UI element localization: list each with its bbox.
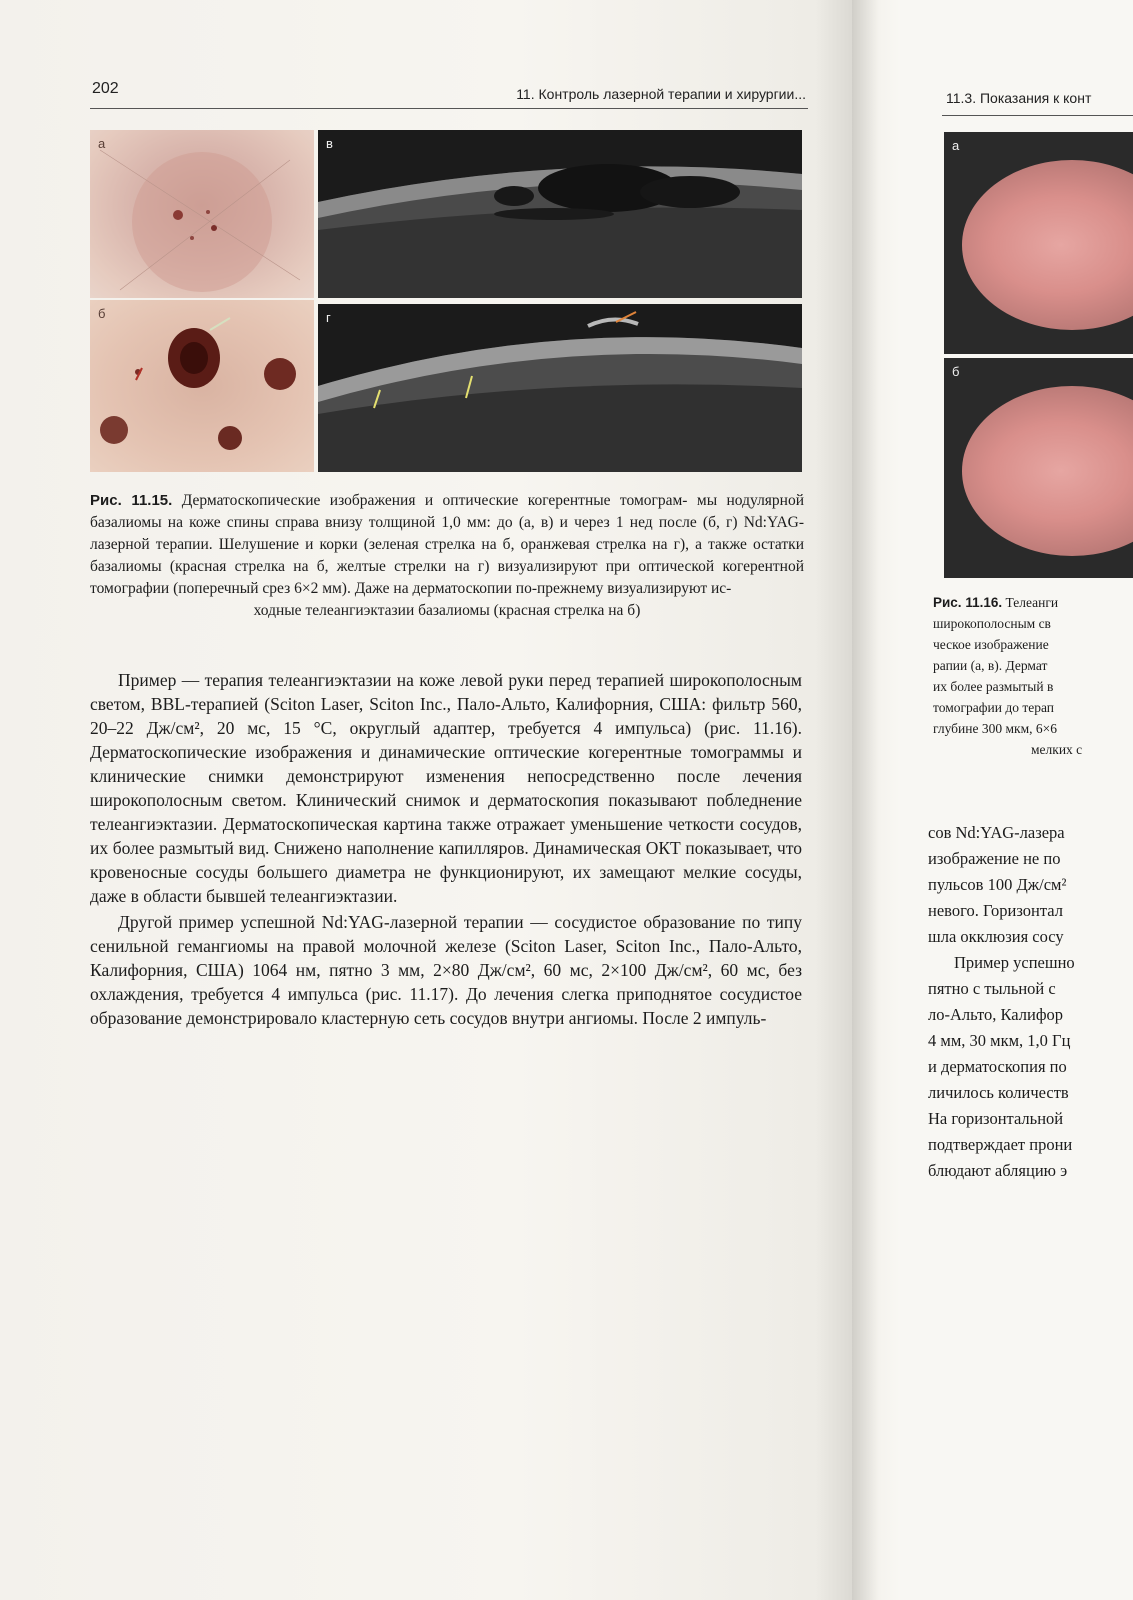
- caption-line-7: ходные телеангиэктазии базалиомы (красная стрелка на б): [253, 602, 641, 619]
- page-number: 202: [92, 80, 119, 97]
- right-panel-label-a: а: [952, 138, 960, 153]
- figure-panel-g-oct: [318, 304, 802, 472]
- panel-label-g: г: [326, 310, 331, 325]
- oct-image-after: [318, 304, 802, 472]
- caption-line-5: на б, желтые стрелки на г) визуализируют при оптической когерентной томографии: [90, 558, 805, 597]
- figure-caption: [90, 490, 804, 622]
- right-caption-line-5: их более размытый в: [933, 679, 1054, 694]
- right-text-line-14: блюдают абляцию э: [928, 1161, 1068, 1180]
- right-text-line-1: сов Nd:YAG-лазера: [928, 823, 1065, 842]
- clinical-photo-before: [962, 160, 1133, 330]
- right-caption-line-7: глубине 300 мкм, 6×6: [933, 721, 1057, 736]
- right-caption-line-3: ческое изображение: [933, 637, 1049, 652]
- figure-caption-label: Рис. 11.15.: [90, 492, 173, 509]
- right-text-line-5: шла окклюзия сосу: [928, 927, 1064, 946]
- paragraph-1: Пример — терапия телеангиэктазии на коже левой руки перед терапией широкополосным светом, BBL-терапией (Sciton Laser, Sciton Inc., Пало-Альто, Калифорния, США: фильтр 560, 20–22 Дж/см², 20 мс, 15 °С, округлый адаптер, требуется 4 импульса) (рис. 11.16). Дерматоскопические изображения и динамические оптические когерентные томограммы и клинические снимки демонстрируют изменения непосредственно после лечения широкополосным светом. Клинический снимок и дерматоскопия показывают побледнение телеангиэктазии. Дерматоскопическая картина также отражает уменьшение четкости сосудов, их более размытый вид. Снижено наполнение капилляров. Динамическая ОКТ показывает, что кровеносные сосуды большего диаметра не функционируют, их замещают мелкие сосуды, даже в области бывшей телеангиэктазии.: [90, 670, 802, 906]
- paragraph-2: Другой пример успешной Nd:YAG-лазерной терапии — сосудистое образование по типу сенильной гемангиомы на правой молочной железе (Sciton Laser, Sciton Inc., Пало-Альто, Калифорния, США) 1064 нм, пятно 3 мм, 2×80 Дж/см², 60 мс, 2×100 Дж/см², 60 мс, без охлаждения, требуется 4 импульса (рис. 11.17). До лечения слегка приподнятое сосудистое образование демонстрировало кластерную сеть сосудов внутри ангиомы. После 2 импуль-: [90, 912, 802, 1028]
- right-caption-line-2: широкополосным св: [933, 616, 1051, 631]
- dermatoscopy-image-before: [90, 130, 314, 298]
- right-text-line-4: невого. Горизонтал: [928, 901, 1063, 920]
- panel-label-v: в: [326, 136, 333, 151]
- clinical-photo-after: [962, 386, 1133, 556]
- right-running-head: 11.3. Показания к конт: [946, 90, 1092, 106]
- right-text-line-8: ло-Альто, Калифор: [928, 1005, 1064, 1024]
- right-caption-line-8: мелких с: [1031, 742, 1083, 757]
- right-figure-caption: [933, 592, 1133, 760]
- figure-panel-b-dermatoscopy: [90, 300, 314, 472]
- caption-line-1: Дерматоскопические изображения и оптические когерентные томограм-: [181, 492, 688, 509]
- right-text-line-3: пульсов 100 Дж/см²: [928, 875, 1067, 894]
- right-text-line-10: и дерматоскопия по: [928, 1057, 1067, 1076]
- header-rule: [90, 108, 808, 109]
- right-caption-line-1: Телеанги: [1005, 595, 1059, 610]
- running-head: 11. Контроль лазерной терапии и хирургии...: [516, 86, 806, 102]
- right-text-line-7: пятно с тыльной с: [928, 979, 1056, 998]
- figure-11-16-panel-b: [944, 358, 1133, 578]
- right-text-line-12: На горизонтальной: [928, 1109, 1064, 1128]
- right-page: [900, 0, 1133, 1600]
- caption-line-3: и через 1 нед после (б, г) Nd:YAG-лазерной терапии. Шелушение и корки (зеленая: [90, 514, 805, 553]
- oct-image-before: [318, 130, 802, 298]
- right-panel-label-b: б: [952, 364, 960, 379]
- figure-panel-a-dermatoscopy: [90, 130, 314, 298]
- figure-11-16-panel-a: [944, 132, 1133, 354]
- right-body-text: [928, 820, 1133, 1184]
- right-text-line-6: Пример успешно: [954, 953, 1075, 972]
- caption-line-6: (поперечный срез 6×2 мм). Даже на дерматоскопии по-прежнему визуализируют ис-: [173, 580, 732, 597]
- caption-line-4: стрелка на б, оранжевая стрелка на г), а также остатки базалиомы (красная стрелка: [90, 536, 805, 575]
- panel-label-a: а: [98, 136, 106, 151]
- right-caption-line-4: рапии (а, в). Дермат: [933, 658, 1048, 673]
- body-text: [90, 668, 802, 1030]
- right-text-line-11: личилось количеств: [928, 1083, 1069, 1102]
- right-text-line-2: изображение не по: [928, 849, 1061, 868]
- panel-label-b: б: [98, 306, 106, 321]
- green-arrow: [210, 318, 230, 330]
- right-caption-label: Рис. 11.16.: [933, 595, 1003, 610]
- right-header-rule: [942, 115, 1133, 116]
- right-text-line-13: подтверждает прони: [928, 1135, 1073, 1154]
- dermatoscopy-image-after: [90, 300, 314, 472]
- right-caption-line-6: томографии до терап: [933, 700, 1055, 715]
- figure-panel-v-oct: [318, 130, 802, 298]
- caption-line-2: мы нодулярной базалиомы на коже спины справа внизу толщиной 1,0 мм: до (а, в): [90, 492, 805, 531]
- right-text-line-9: 4 мм, 30 мкм, 1,0 Гц: [928, 1031, 1071, 1050]
